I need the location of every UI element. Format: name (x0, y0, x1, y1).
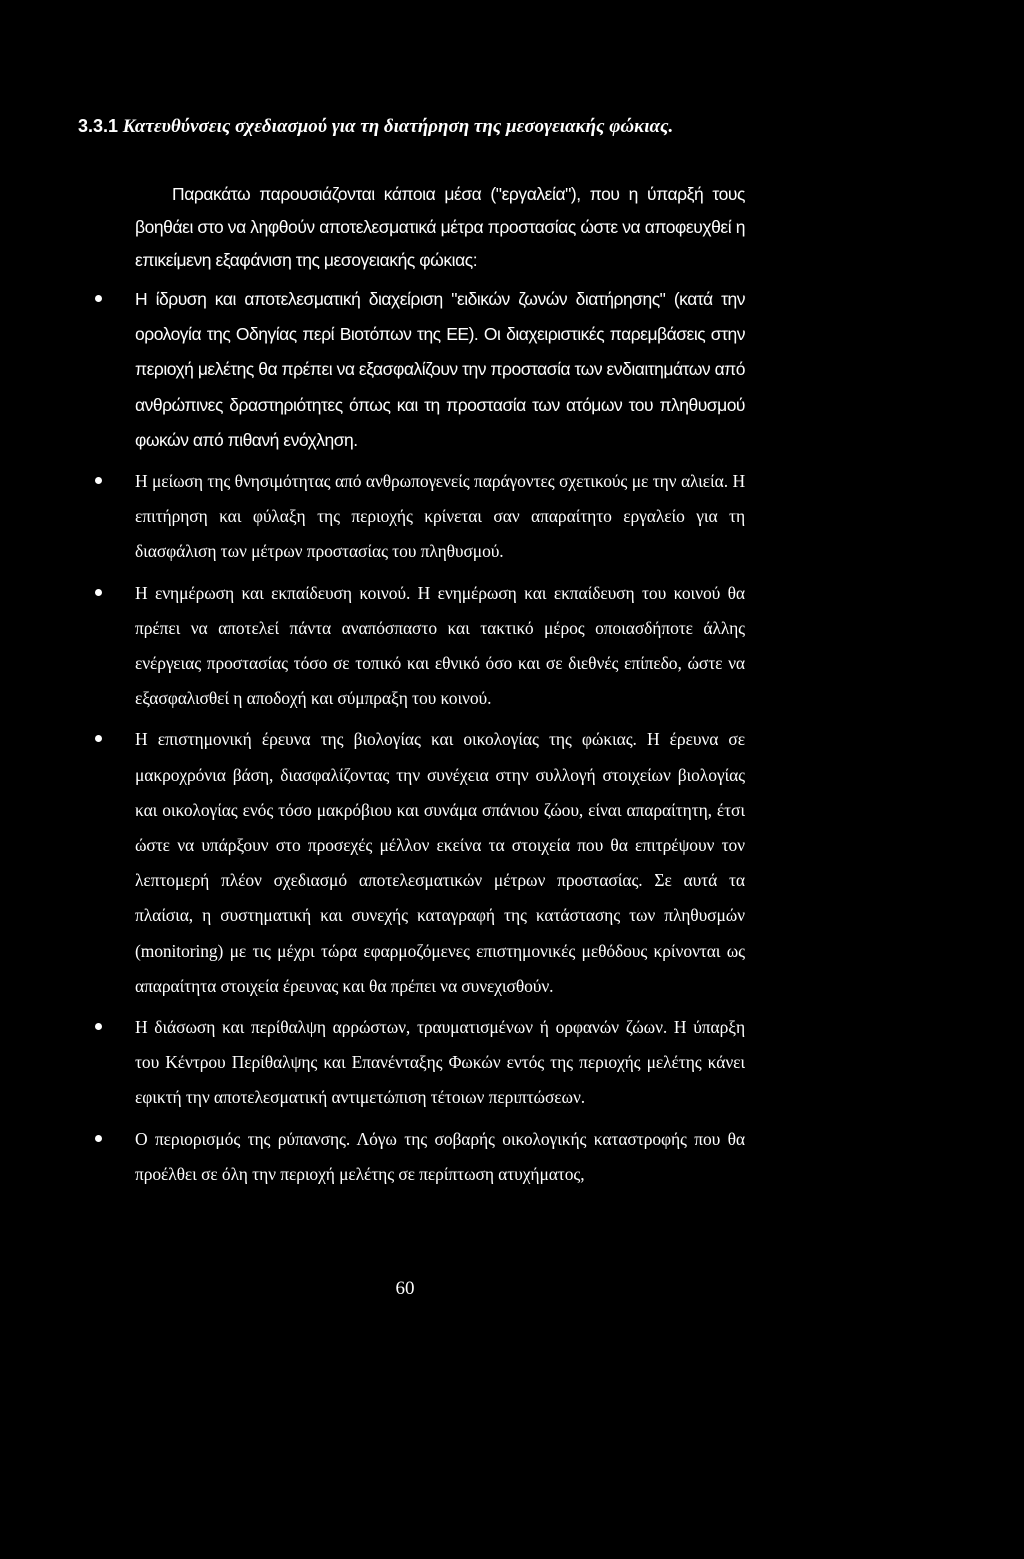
intro-paragraph (135, 178, 745, 277)
list-item (95, 1122, 745, 1192)
section-number: 3.3.1 (78, 116, 119, 136)
list-item (95, 722, 745, 1004)
list-item (95, 282, 745, 458)
bullet-icon (95, 1135, 102, 1142)
tools-bullet-list (95, 282, 745, 1192)
list-item-text: Η διάσωση και περίθαλψη αρρώστων, τραυματισμένων ή ορφανών ζώων. Η ύπαρξη του Κέντρου Περίθαλψης και Επανένταξης Φωκών εντός της περιοχής μελέτης κάνει εφικτή την αποτελεσματική αντιμετώπιση τέτοιων περιπτώσεων. (135, 1017, 745, 1108)
list-item-text: Η ενημέρωση και εκπαίδευση κοινού. Η ενημέρωση και εκπαίδευση του κοινού θα πρέπει να αποτελεί πάντα αναπόσπαστο και τακτικό μέρος οποιασδήποτε άλλης ενέργειας προστασίας τόσο σε τοπικό και εθνικό όσο και σε διεθνές επίπεδο, ώστε να εξασφαλισθεί η αποδοχή και σύμπραξη του κοινού. (135, 582, 745, 709)
list-item-text: Η ίδρυση και αποτελεσματική διαχείριση "ειδικών ζωνών διατήρησης" (κατά την ορολογία της Οδηγίας περί Βιοτόπων της ΕΕ). Οι διαχειριστικές παρεμβάσεις στην περιοχή μελέτης θα πρέπει να εξασφαλίζουν την προστασία των ενδιαιτημάτων από ανθρώπινες δραστηριότητες όπως και τη προστασία των ατόμων του πληθυσμού φωκών από πιθανή ενόχληση. (135, 289, 745, 450)
bullet-icon (95, 735, 102, 742)
bullet-icon (95, 1023, 102, 1030)
intro-text: Παρακάτω παρουσιάζονται κάποια μέσα ("εργαλεία"), που η ύπαρξή τους βοηθάει στο να ληφθούν αποτελεσματικά μέτρα προστασίας ώστε να αποφευχθεί η επικείμενη εξαφάνιση της μεσογειακής φώκιας: (135, 184, 745, 270)
bullet-icon (95, 477, 102, 484)
list-item (95, 576, 745, 717)
page-number: 60 (395, 1278, 415, 1299)
list-item (95, 464, 745, 570)
bullet-icon (95, 589, 102, 596)
list-item-text: Η μείωση της θνησιμότητας από ανθρωπογενείς παράγοντες σχετικούς με την αλιεία. Η επιτήρηση και φύλαξη της περιοχής κρίνεται σαν απαραίτητο εργαλείο για τη διασφάλιση των μέτρων προστασίας του πληθυσμού. (135, 471, 745, 562)
section-title: Κατευθύνσεις σχεδιασμού για τη διατήρηση της μεσογειακής φώκιας. (122, 116, 674, 137)
section-heading (78, 113, 673, 140)
list-item-text: Η επιστημονική έρευνα της βιολογίας και οικολογίας της φώκιας. Η έρευνα σε μακροχρόνια βάση, διασφαλίζοντας την συνέχεια στην συλλογή στοιχείων βιολογίας και οικολογίας ενός τόσο μακρόβιου και συνάμα σπάνιου ζώου, είναι απαραίτητη, έτσι ώστε να υπάρξουν στο προσεχές μέλλον εκείνα τα στοιχεία που θα επιτρέψουν τον λεπτομερή πλέον σχεδιασμό αποτελεσματικών μέτρων προστασίας. Σε αυτά τα πλαίσια, η συστηματική και συνεχής καταγραφή της κατάστασης των πληθυσμών (monitoring) με τις μέχρι τώρα εφαρμοζόμενες επιστημονικές μεθόδους κρίνονται ως απαραίτητα στοιχεία έρευνας και θα πρέπει να συνεχισθούν. (135, 729, 745, 996)
list-item (95, 1010, 745, 1116)
list-item-text: Ο περιορισμός της ρύπανσης. Λόγω της σοβαρής οικολογικής καταστροφής που θα προέλθει σε όλη την περιοχή μελέτης σε περίπτωση ατυχήματος, (135, 1128, 745, 1184)
bullet-icon (95, 295, 102, 302)
